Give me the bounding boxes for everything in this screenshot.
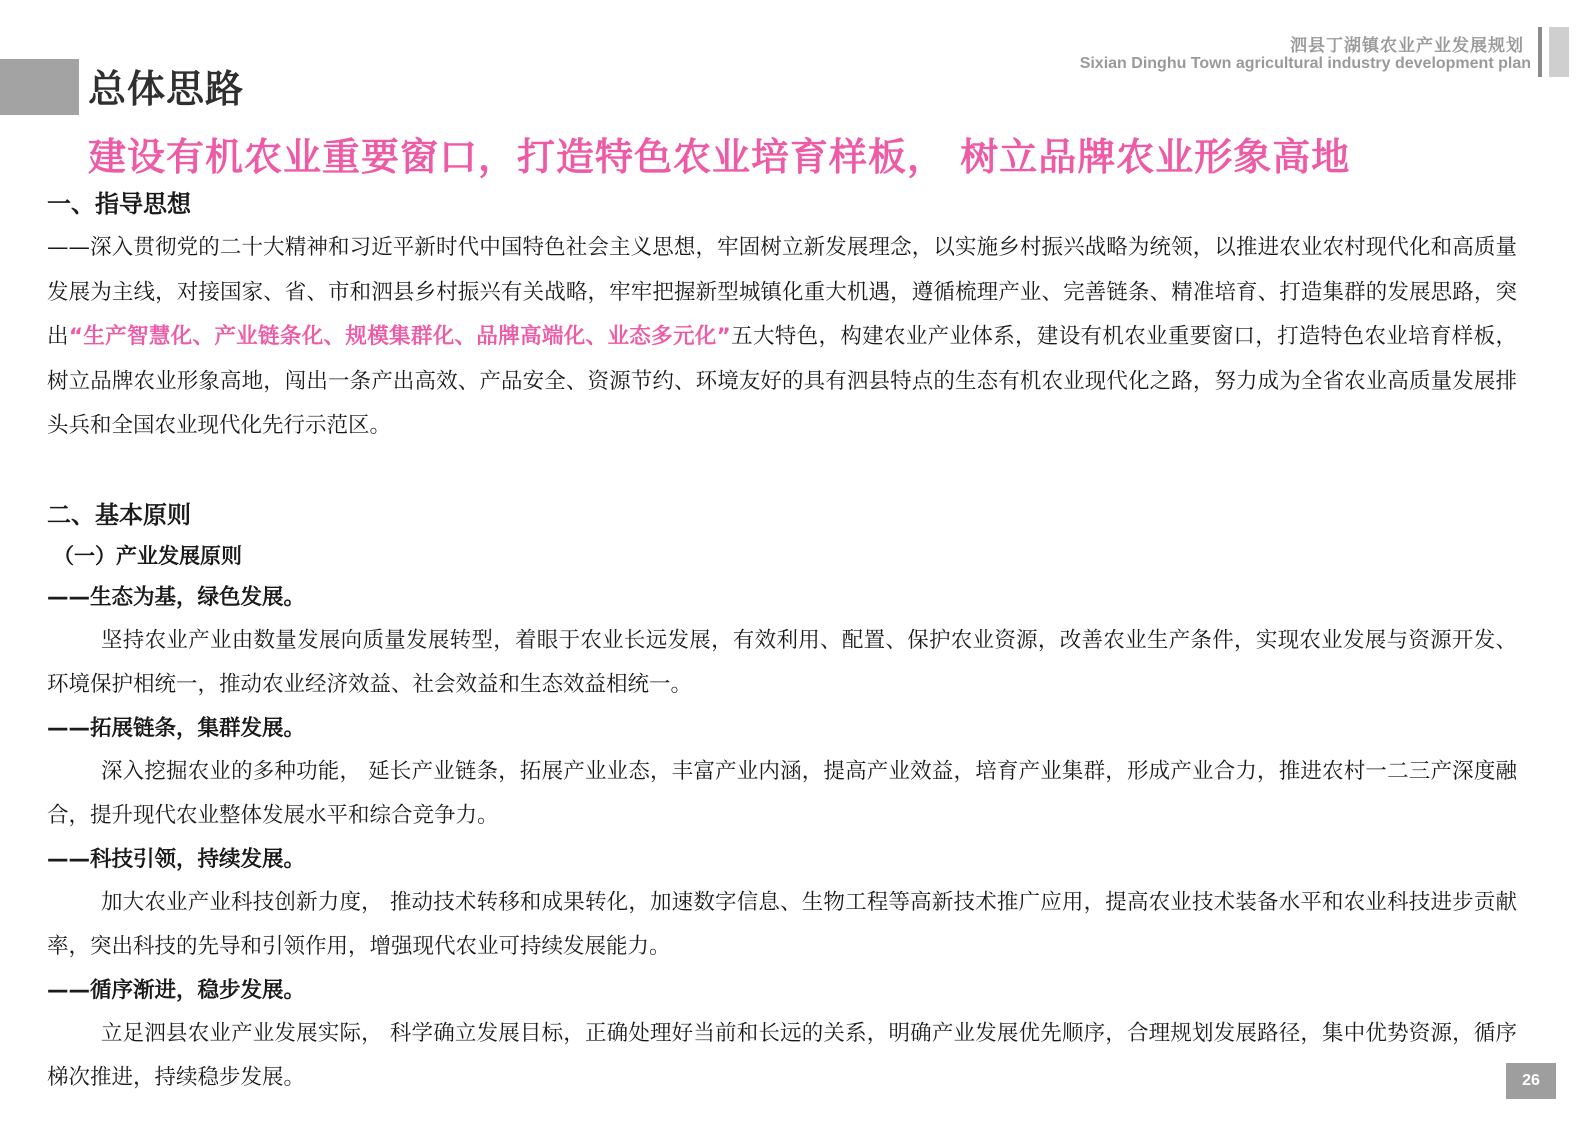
principle-title: ——科技引领，持续发展。	[47, 846, 306, 872]
guiding-text-after: 五大特色，构建农业产业体系，建设有机农业重要窗口，打造特色农业培育样板， 树立品牌农业形象高地，闯出一条产出高效、产品安全、资源节约、环境友好的具有泗县特点的生态有机农业现代化之路，努力成为全省农业高质量发展排头兵和全国农业现代化先行示范区。	[47, 324, 1517, 438]
section-title: 总体思路	[88, 67, 245, 111]
principles-heading: 二、基本原则	[47, 500, 191, 529]
principle-body: 深入挖掘农业的多种功能， 延长产业链条，拓展产业业态，丰富产业内涵，提高产业效益，培育产业集群，形成产业合力，推进农村一二三产深度融合，提升现代农业整体发展水平和综合竞争力。	[47, 758, 1517, 828]
page-number: 26	[1506, 1063, 1556, 1099]
principle-body: 坚持农业产业由数量发展向质量发展转型，着眼于农业长远发展，有效利用、配置、保护农业资源，改善农业生产条件，实现农业发展与资源开发、 环境保护相统一，推动农业经济效益、社会效益和生态效益相统一。	[47, 627, 1517, 697]
header-title-cn: 泗县丁湖镇农业产业发展规划	[1290, 36, 1524, 56]
title-accent-bar	[0, 59, 79, 115]
header-title-en: Sixian Dinghu Town agricultural industry development plan	[1079, 55, 1531, 72]
principles-subheading: （一）产业发展原则	[53, 543, 242, 568]
principle-body: 加大农业产业科技创新力度， 推动技术转移和成果转化，加速数字信息、生物工程等高新技术推广应用，提高农业技术装备水平和农业科技进步贡献率，突出科技的先导和引领作用，增强现代农业可持续发展能力。	[47, 889, 1517, 959]
guiding-highlight: “生产智慧化、产业链条化、规模集群化、品牌高端化、业态多元化”	[68, 324, 731, 349]
slogan: 建设有机农业重要窗口，打造特色农业培育样板， 树立品牌农业形象高地	[88, 135, 1351, 179]
main-content	[47, 184, 1517, 1101]
header-mark-light	[1549, 27, 1569, 77]
guiding-paragraph	[47, 226, 1517, 449]
principle-title: ——循序渐进，稳步发展。	[47, 977, 306, 1003]
principle-body: 立足泗县农业产业发展实际， 科学确立发展目标，正确处理好当前和长远的关系，明确产业发展优先顺序，合理规划发展路径，集中优势资源，循序梯次推进，持续稳步发展。	[47, 1020, 1517, 1090]
principle-title: ——拓展链条，集群发展。	[47, 715, 306, 741]
guiding-text-before: ——深入贯彻党的二十大精神和习近平新时代中国特色社会主义思想，牢固树立新发展理念，以实施乡村振兴战略为统领，以推进农业农村现代化和高质量发展为主线，对接国家、省、市和泗县乡村振兴有关战略，牢牢把握新型城镇化重大机遇，遵循梳理产业、完善链条、精准培育、打造集群的发展思路，突出	[47, 235, 1517, 349]
header-mark-dark	[1538, 27, 1542, 77]
guiding-heading: 一、指导思想	[47, 190, 191, 218]
principle-title: ——生态为基，绿色发展。	[47, 584, 306, 610]
